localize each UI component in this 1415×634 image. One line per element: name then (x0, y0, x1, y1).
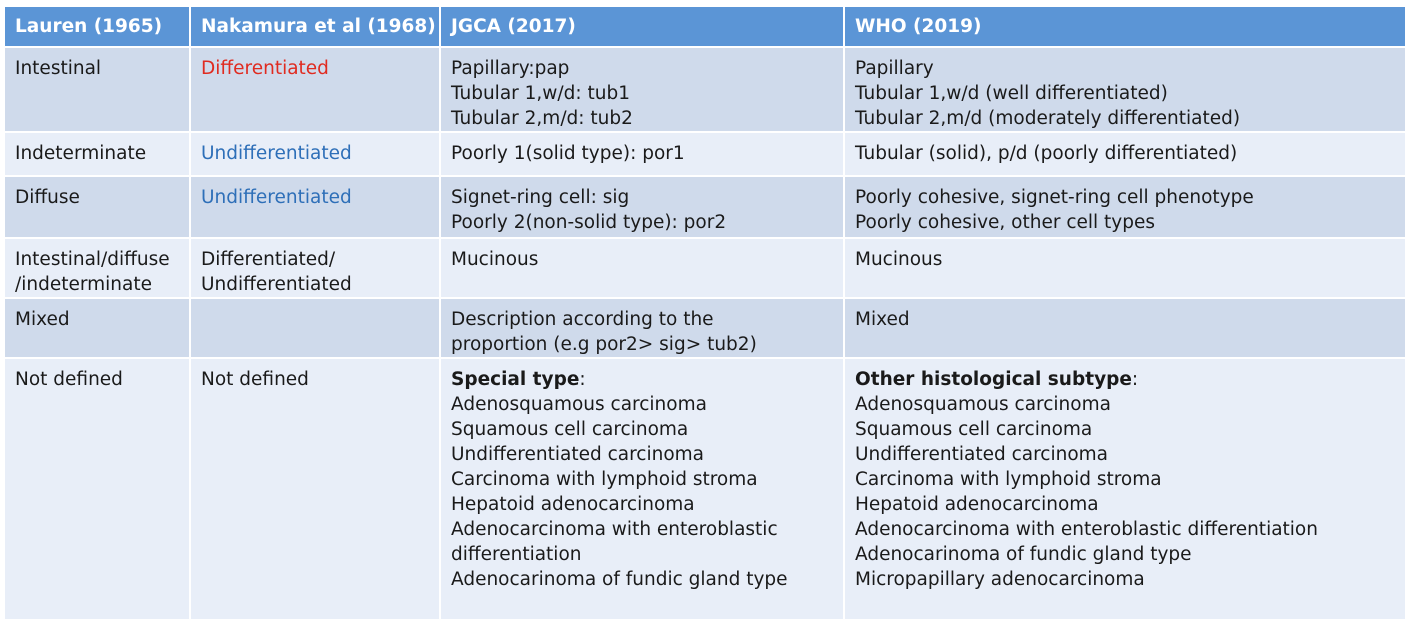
cell-nakamura-undifferentiated: Undifferentiated (191, 177, 441, 239)
table-line: Tubular (solid), p/d (poorly differentiated) (855, 143, 1238, 164)
cell-lauren-mixed: Mixed (5, 299, 191, 359)
table-line: Adenosquamous carcinoma (855, 394, 1111, 415)
table-line: Tubular 2,m/d: tub2 (451, 108, 633, 129)
table-line: Adenocarcinoma with enteroblastic differentiation (855, 519, 1318, 540)
header-nakamura: Nakamura et al (1968) (191, 7, 441, 48)
header-lauren: Lauren (1965) (5, 7, 191, 48)
table-line: Mixed (855, 309, 910, 330)
table-line: Adenocarinoma of fundic gland type (855, 544, 1192, 565)
table-line: Adenocarinoma of fundic gland type (451, 569, 788, 590)
cell-lauren-intestinal: Intestinal (5, 48, 191, 133)
table-line: Poorly 1(solid type): por1 (451, 143, 685, 164)
table-line: Description according to the (451, 309, 714, 330)
table-line: Signet-ring cell: sig (451, 187, 630, 208)
cell-nakamura-differentiated: Differentiated (191, 48, 441, 133)
cell-nakamura-mucinous (191, 239, 441, 299)
table-line: Differentiated/ (201, 249, 336, 270)
table-line: Tubular 2,m/d (moderately differentiated) (855, 108, 1241, 129)
cell-who-indeterminate (845, 133, 1405, 177)
cell-who-intestinal (845, 48, 1405, 133)
table-line: Carcinoma with lymphoid stroma (451, 469, 758, 490)
table-line: Undifferentiated carcinoma (451, 444, 704, 465)
cell-jgca-intestinal (441, 48, 845, 133)
table-line: Hepatoid adenocarcinoma (855, 494, 1099, 515)
header-who: WHO (2019) (845, 7, 1405, 48)
other-subtype-heading: Other histological subtype: (855, 369, 1139, 390)
cell-jgca-indeterminate (441, 133, 845, 177)
header-jgca: JGCA (2017) (441, 7, 845, 48)
table-line: Papillary (855, 58, 934, 79)
table-line: Tubular 1,w/d: tub1 (451, 83, 631, 104)
cell-lauren-mucinous (5, 239, 191, 299)
table-line: Poorly cohesive, other cell types (855, 212, 1156, 233)
cell-who-other-subtype (845, 359, 1405, 621)
table-line: Poorly cohesive, signet-ring cell phenotype (855, 187, 1254, 208)
cell-who-diffuse (845, 177, 1405, 239)
cell-jgca-mixed (441, 299, 845, 359)
cell-lauren-diffuse: Diffuse (5, 177, 191, 239)
cell-nakamura-undifferentiated: Undifferentiated (191, 133, 441, 177)
table-line: Mucinous (451, 249, 539, 270)
table-line: Adenocarcinoma with enteroblastic (451, 519, 778, 540)
table-line: Poorly 2(non-solid type): por2 (451, 212, 727, 233)
table-line: Intestinal/diffuse (15, 249, 170, 270)
table-line: proportion (e.g por2> sig> tub2) (451, 334, 757, 355)
cell-lauren-indeterminate: Indeterminate (5, 133, 191, 177)
cell-who-mucinous (845, 239, 1405, 299)
cell-jgca-special-type (441, 359, 845, 621)
table-line: Adenosquamous carcinoma (451, 394, 707, 415)
table-line: Mucinous (855, 249, 943, 270)
special-type-heading: Special type: (451, 369, 586, 390)
table-line: Papillary:pap (451, 58, 570, 79)
cell-lauren-not-defined: Not defined (5, 359, 191, 621)
cell-who-mixed (845, 299, 1405, 359)
cell-nakamura-mixed (191, 299, 441, 359)
table-line: Hepatoid adenocarcinoma (451, 494, 695, 515)
cell-jgca-mucinous (441, 239, 845, 299)
table-line: Carcinoma with lymphoid stroma (855, 469, 1162, 490)
table-line: differentiation (451, 544, 582, 565)
table-line: /indeterminate (15, 274, 152, 295)
cell-jgca-diffuse (441, 177, 845, 239)
table-line: Tubular 1,w/d (well differentiated) (855, 83, 1168, 104)
table-line: Squamous cell carcinoma (855, 419, 1093, 440)
table-line: Undifferentiated carcinoma (855, 444, 1108, 465)
table-line: Micropapillary adenocarcinoma (855, 569, 1145, 590)
table-line: Undifferentiated (201, 274, 352, 295)
cell-nakamura-not-defined: Not defined (191, 359, 441, 621)
classification-table (5, 7, 1405, 621)
table-line: Squamous cell carcinoma (451, 419, 689, 440)
